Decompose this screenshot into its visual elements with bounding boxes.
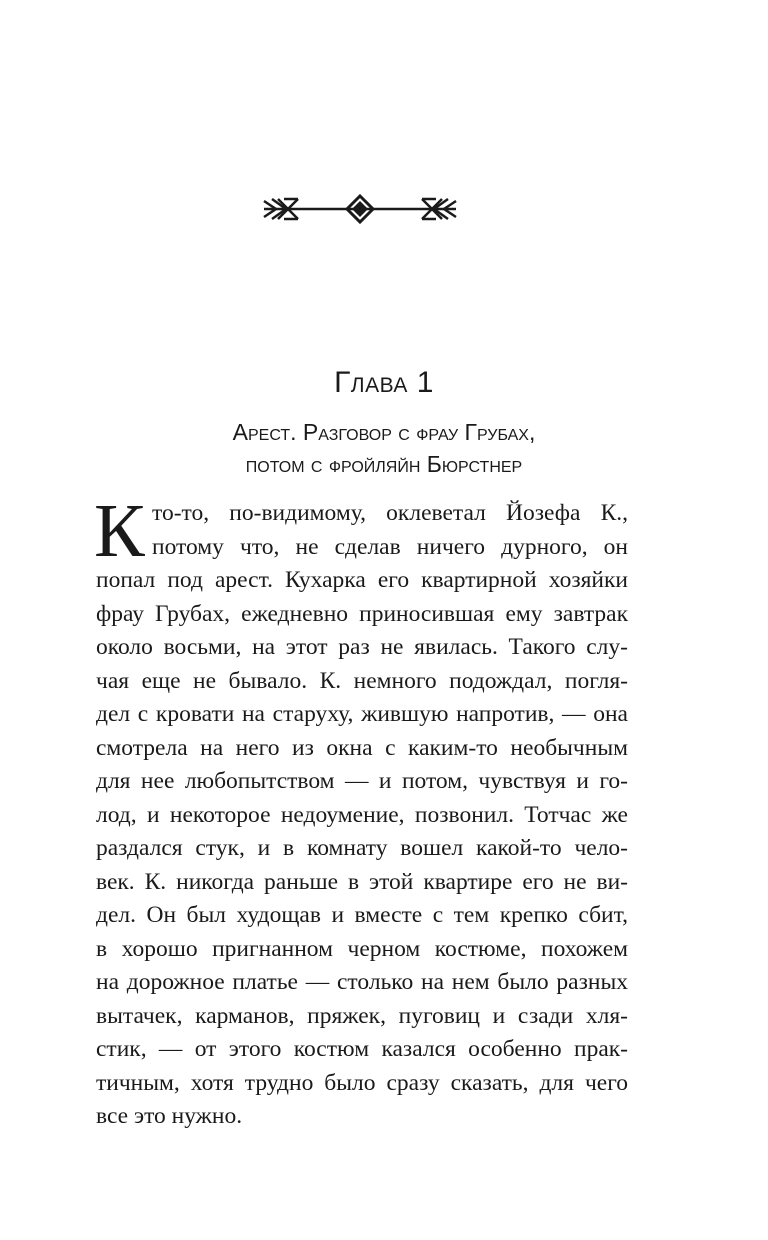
arrow-diamond-ornament-icon bbox=[258, 188, 462, 230]
text-line: век. К. никогда раньше в этой квартире его не ви- bbox=[96, 868, 628, 895]
text-line: для нее любопытством — и потом, чувствуя и го- bbox=[96, 768, 628, 794]
text-line: смотрела на него из окна с каким-то необычным bbox=[96, 734, 628, 761]
text-line: раздался стук, и в комнату вошел какой-то чело- bbox=[96, 835, 628, 861]
text-line: потому что, не сделав ничего дурного, он bbox=[152, 533, 628, 560]
text-line: то-то, по-видимому, оклеветал Йозефа К., bbox=[152, 500, 628, 526]
text-line: лод, и некоторое недоумение, позвонил. Тотчас же bbox=[96, 801, 628, 828]
text-line: фрау Грубах, ежедневно приносившая ему завтрак bbox=[96, 600, 628, 627]
text-line: дел. Он был худощав и вместе с тем крепко сбит, bbox=[96, 902, 628, 928]
text-line: в хорошо пригнанном черном костюме, похожем bbox=[96, 935, 628, 962]
chapter-body-text bbox=[94, 489, 628, 1134]
text-line: дел с кровати на старуху, жившую напротив, — она bbox=[96, 701, 628, 727]
text-line: все это нужно. bbox=[96, 1103, 243, 1129]
chapter-subtitle-line: потом с фройляйн Бюрстнер bbox=[245, 451, 523, 477]
text-line: тичным, хотя трудно было сразу сказать, для чего bbox=[96, 1069, 628, 1096]
chapter-subtitle bbox=[0, 416, 768, 480]
text-line: попал под арест. Кухарка его квартирной хозяйки bbox=[96, 567, 628, 593]
text-line: чая еще не бывало. К. немного подождал, погля- bbox=[96, 667, 628, 694]
chapter-title: Глава 1 bbox=[334, 366, 434, 399]
text-line: на дорожное платье — столько на нем было разных bbox=[96, 969, 628, 995]
text-line: стик, — от этого костюм казался особенно прак- bbox=[96, 1036, 628, 1062]
chapter-subtitle-line: Арест. Разговор с фрау Грубах, bbox=[232, 419, 536, 445]
text-line: вытачек, карманов, пряжек, пуговиц и сзади хля- bbox=[96, 1002, 628, 1029]
drop-cap-letter: К bbox=[94, 489, 145, 573]
text-line: около восьми, на этот раз не явилась. Такого слу- bbox=[96, 634, 628, 660]
